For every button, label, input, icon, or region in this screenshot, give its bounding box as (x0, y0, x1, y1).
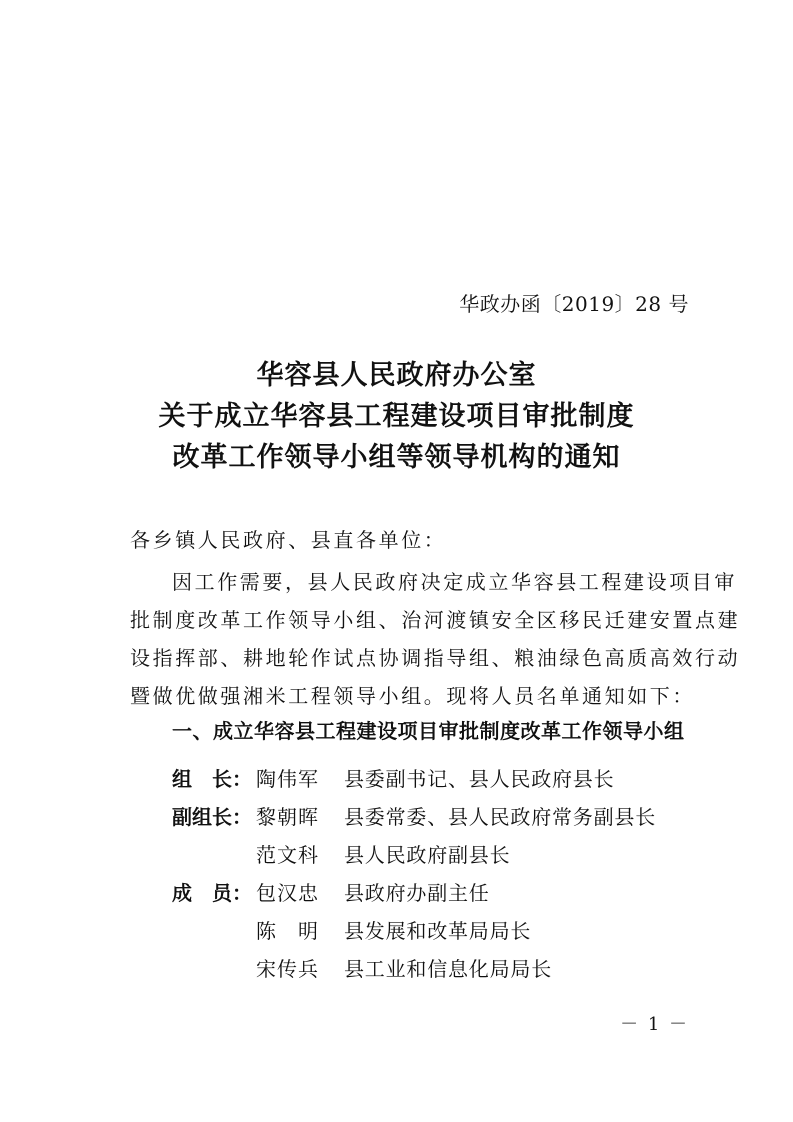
role-label: 组 长： (172, 766, 252, 791)
member-name: 包汉忠 (256, 880, 319, 905)
member-name: 陶伟军 (256, 766, 319, 791)
member-name: 陈 明 (256, 918, 319, 943)
body-paragraph (130, 563, 741, 715)
member-position: 县工业和信息化局局长 (344, 956, 552, 981)
member-position: 县发展和改革局局长 (344, 918, 532, 943)
body-line-1: 因工作需要，县人民政府决定成立华容县工程建设项目审 (172, 570, 737, 594)
body-line-3: 设指挥部、耕地轮作试点协调指导组、粮油绿色高质高效行动 (130, 646, 741, 670)
body-line-4: 暨做优做强湘米工程领导小组。现将人员名单通知如下： (130, 684, 695, 708)
member-position: 县委副书记、县人民政府县长 (344, 766, 615, 791)
roster-row (172, 758, 692, 796)
body-line-2: 批制度改革工作领导小组、治河渡镇安全区移民迁建安置点建 (130, 608, 741, 632)
member-name: 范文科 (256, 842, 319, 867)
roster-row (172, 834, 692, 872)
salutation: 各乡镇人民政府、县直各单位： (130, 528, 447, 552)
roster-row (172, 796, 692, 834)
page-number: － 1 － (620, 1014, 689, 1035)
roster-row (172, 910, 692, 948)
member-position: 县委常委、县人民政府常务副县长 (344, 804, 656, 829)
member-name: 宋传兵 (256, 956, 319, 981)
role-label: 副组长： (172, 804, 252, 829)
roster-row (172, 872, 692, 910)
title-line-1: 华容县人民政府办公室 (256, 360, 537, 391)
section-heading: 一、成立华容县工程建设项目审批制度改革工作领导小组 (172, 719, 685, 743)
title-line-3: 改革工作领导小组等领导机构的通知 (172, 442, 621, 473)
member-position: 县人民政府副县长 (344, 842, 511, 867)
doc-number: 华政办函〔2019〕28 号 (459, 292, 689, 316)
roster-row (172, 948, 692, 986)
member-name: 黎朝晖 (256, 804, 319, 829)
member-roster (172, 758, 692, 986)
role-label: 成 员： (172, 880, 252, 905)
member-position: 县政府办副主任 (344, 880, 490, 905)
title-line-2: 关于成立华容县工程建设项目审批制度 (158, 401, 635, 432)
